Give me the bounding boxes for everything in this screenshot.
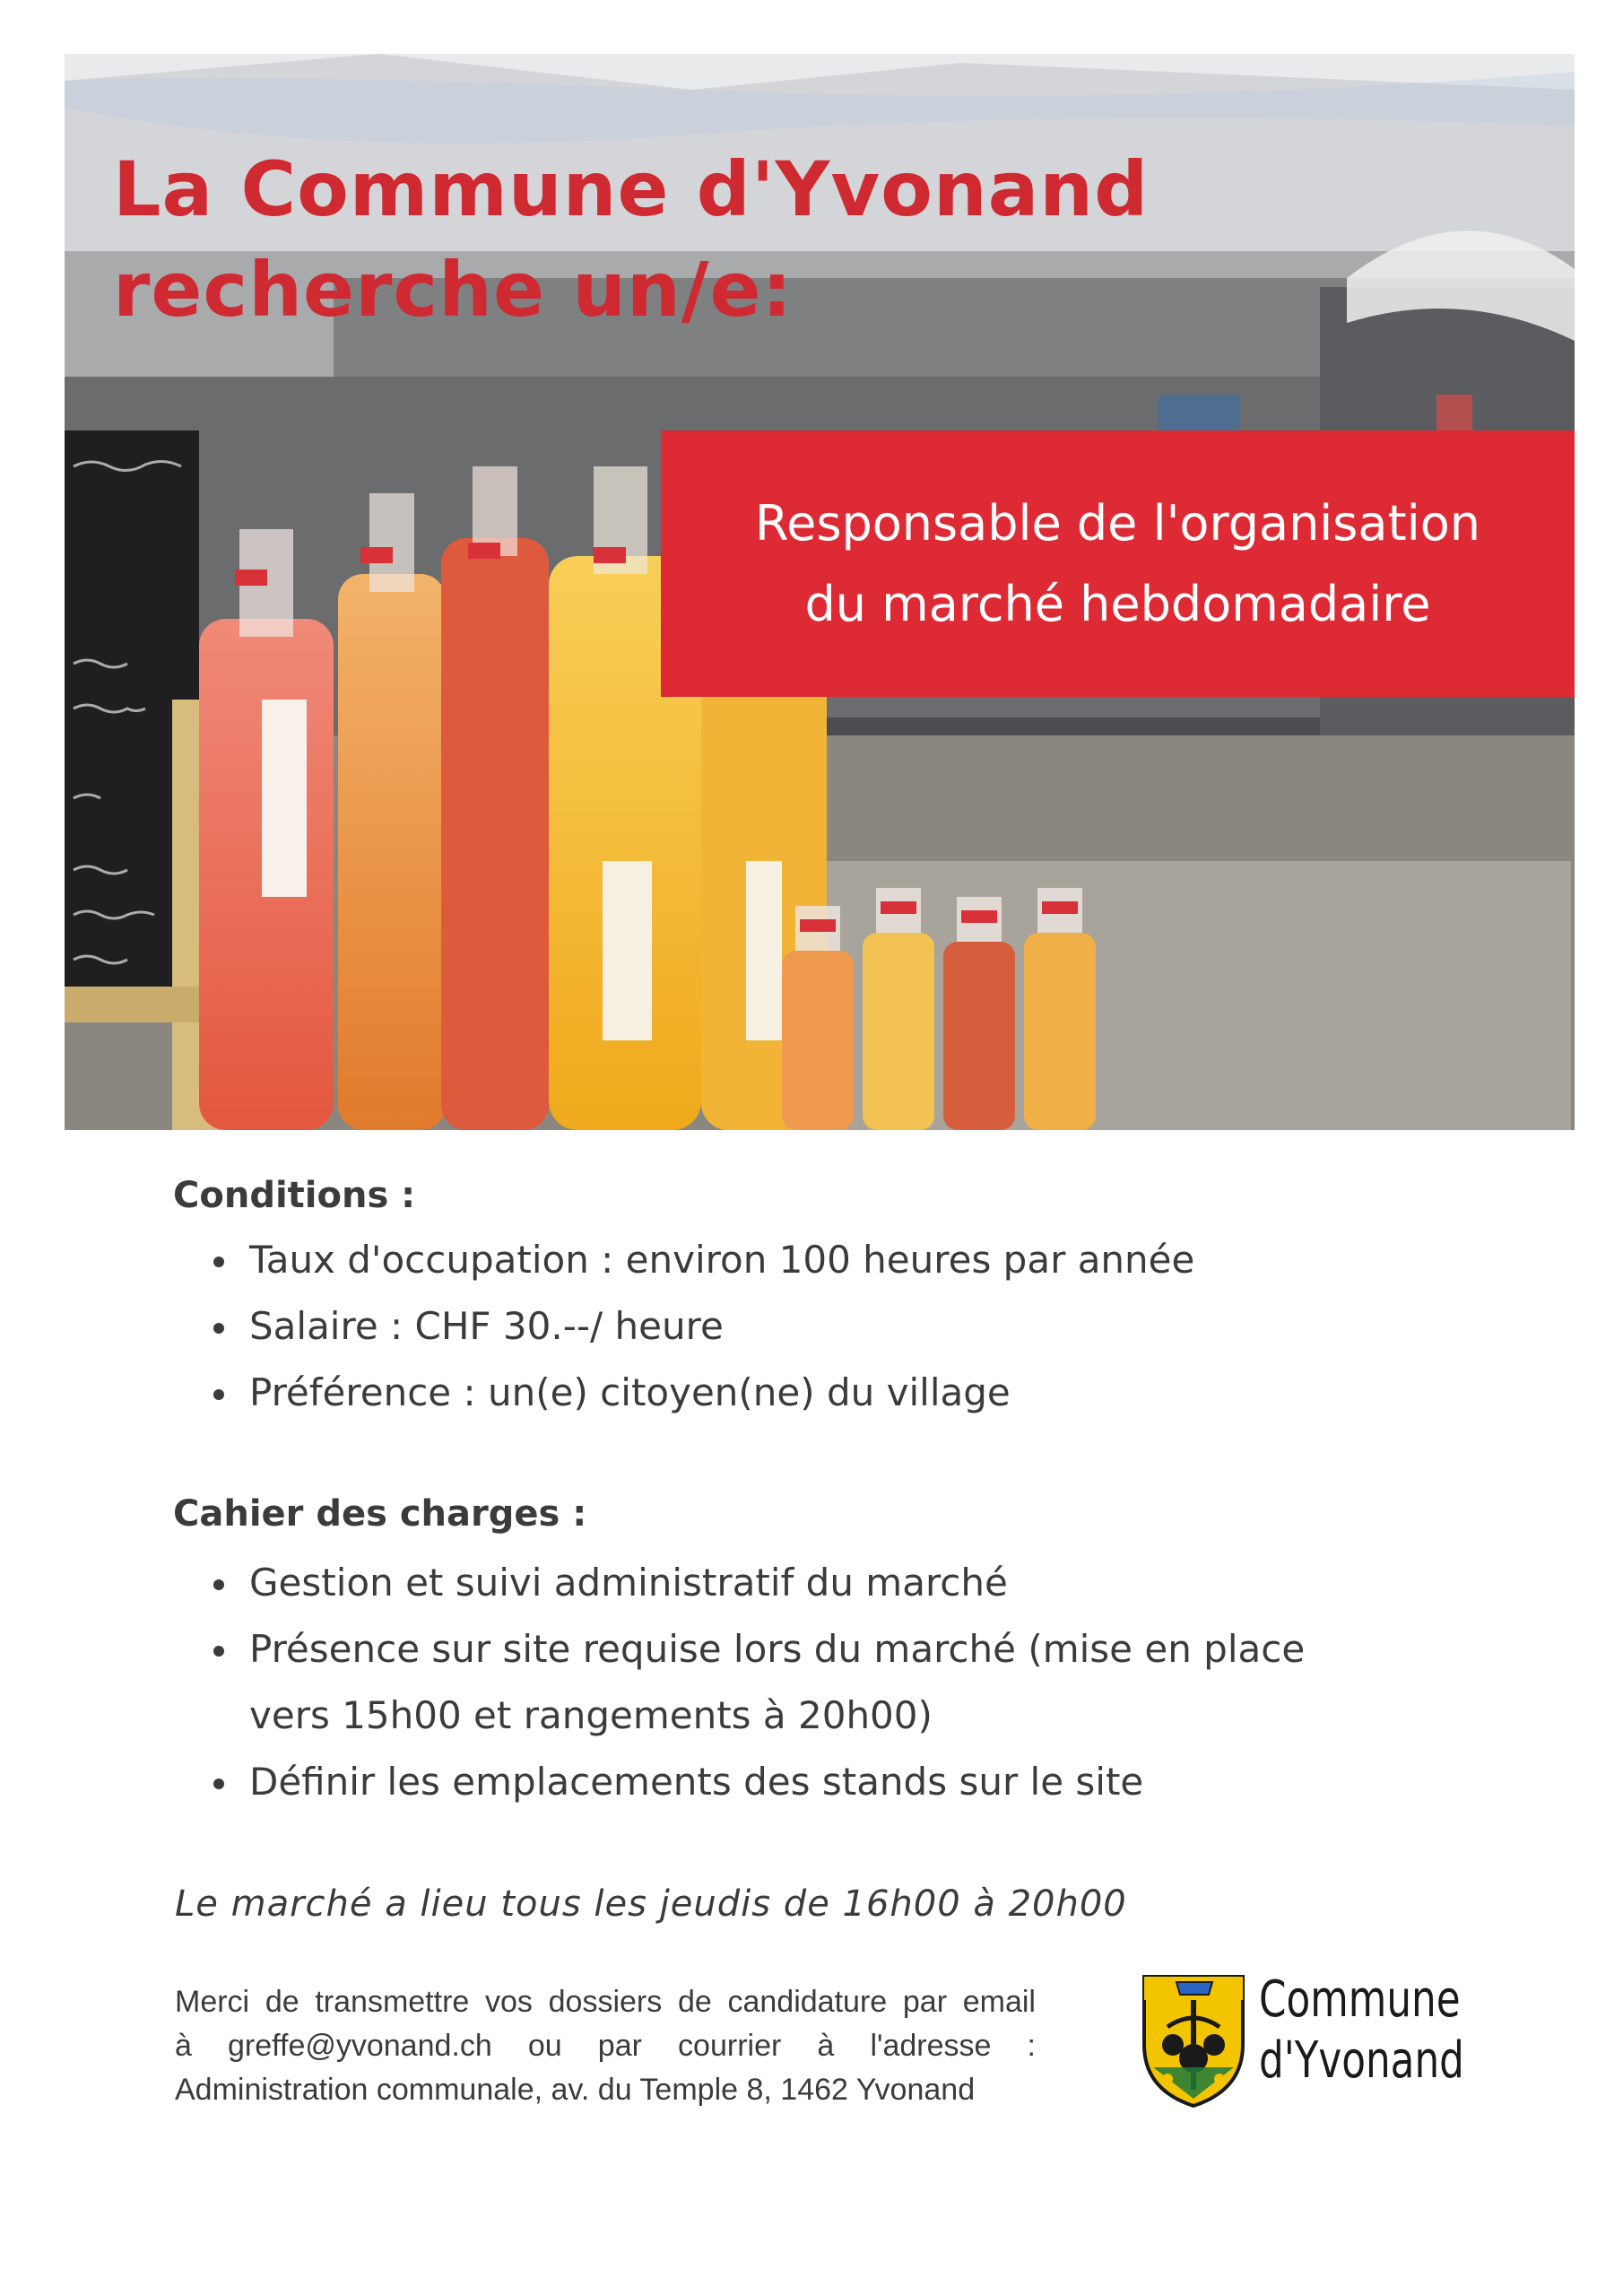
commune-crest-icon (1141, 1973, 1246, 2109)
contact-line2: à greffe@yvonand.ch ou par courrier à l'adresse : (175, 2029, 1036, 2063)
list-item: Définir les emplacements des stands sur le site (213, 1749, 1305, 1815)
hero-title-line2: recherche un/e: (113, 246, 794, 334)
conditions-heading: Conditions : (173, 1175, 416, 1216)
contact-text (175, 1980, 1036, 2112)
hero-title (113, 139, 1149, 340)
bullet-icon (213, 1779, 224, 1789)
cahier-list (213, 1550, 1305, 1815)
job-title-box (661, 430, 1575, 697)
hero-photo (65, 54, 1575, 1130)
hero-title-line1: La Commune d'Yvonand (113, 145, 1150, 233)
commune-logo-text (1259, 1970, 1464, 2092)
cahier-heading: Cahier des charges : (173, 1493, 587, 1535)
bullet-icon (213, 1323, 224, 1334)
bullet-icon (213, 1646, 224, 1657)
contact-line1: Merci de transmettre vos dossiers de candidature par email (175, 1985, 1036, 2019)
list-item: Présence sur site requise lors du marché (mise en place vers 15h00 et rangements à 20h00) (213, 1616, 1305, 1749)
bullet-icon (213, 1579, 224, 1590)
job-title-line2: du marché hebdomadaire (804, 575, 1431, 632)
list-item: Taux d'occupation : environ 100 heures par année (213, 1227, 1194, 1293)
list-item: Gestion et suivi administratif du marché (213, 1550, 1305, 1616)
market-schedule: Le marché a lieu tous les jeudis de 16h00 à 20h00 (175, 1883, 1127, 1925)
contact-line3: Administration communale, av. du Temple 8, 1462 Yvonand (175, 2073, 976, 2107)
list-item: Préférence : un(e) citoyen(ne) du village (213, 1360, 1194, 1426)
job-title-line1: Responsable de l'organisation (755, 494, 1480, 552)
bullet-icon (213, 1389, 224, 1400)
logo-line2: d'Yvonand (1259, 2031, 1464, 2090)
list-item: Salaire : CHF 30.--/ heure (213, 1293, 1194, 1360)
conditions-list (213, 1227, 1194, 1426)
logo-line1: Commune (1259, 1970, 1461, 2029)
bullet-icon (213, 1257, 224, 1267)
